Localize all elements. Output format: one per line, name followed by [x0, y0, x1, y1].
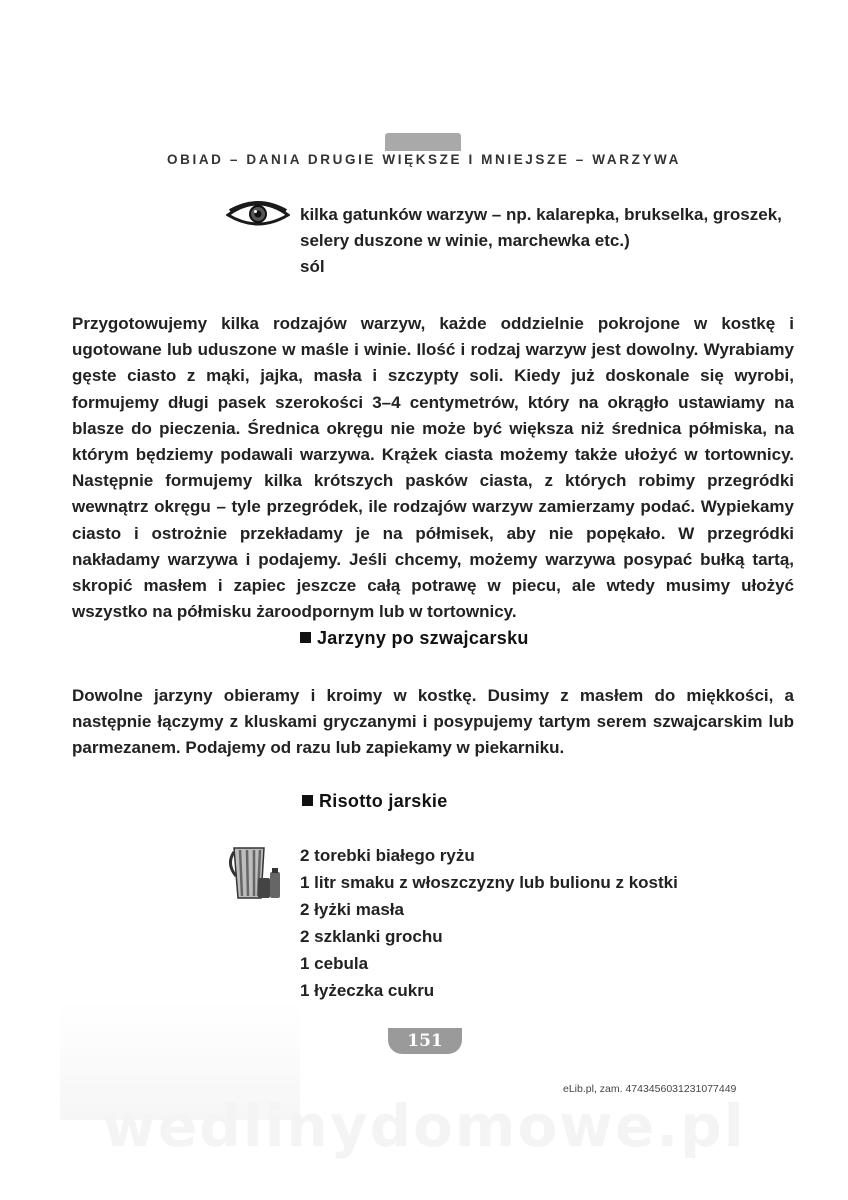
- measuring-jug-icon: [228, 842, 288, 902]
- list-item: 1 litr smaku z włoszczyzny lub bulionu z kostki: [300, 873, 678, 892]
- section-title-text: Jarzyny po szwajcarsku: [317, 628, 529, 648]
- section-title-risotto: [302, 791, 448, 812]
- section-title-jarzyny: [300, 628, 529, 649]
- list-item: 2 torebki białego ryżu: [300, 846, 475, 865]
- recipe-paragraph-2: Dowolne jarzyny obieramy i kroimy w kostkę. Dusimy z masłem do miękkości, a następnie łączymy z kluskami gryczanymi i posypujemy tartym serem szwajcarskim lub parmezanem. Podajemy od razu lub zapiekamy w piekarniku.: [72, 686, 794, 758]
- ingredient-list-risotto: [300, 842, 678, 1004]
- elib-order-id: eLib.pl, zam. 4743456031231077449: [563, 1083, 737, 1095]
- watermark: wedlinydomowe.pl: [102, 1092, 746, 1160]
- list-item: 1 łyżeczka cukru: [300, 981, 435, 1000]
- list-item: 2 łyżki masła: [300, 900, 404, 919]
- recipe-paragraph-1: Przygotowujemy kilka rodzajów warzyw, każde oddzielnie pokrojone w kostkę i ugotowane lub uduszone w maśle i winie. Ilość i rodzaj warzyw jest dowolny. Wyrabiamy gęste ciasto z mąki, jajka, masła i szczypty soli. Kiedy już doskonale się wyrobi, formujemy długi pasek szerokości 3–4 centymetrów, który na okrągło ustawiamy na blasze do pieczenia. Średnica okręgu nie może być większa niż średnica półmiska, na którym będziemy podawali warzywa. Krążek ciasta możemy także ułożyć w tortownicy. Następnie formujemy kilka krótszych pasków ciasta, z których robimy przegródki wewnątrz okręgu – tyle przegródek, ile rodzajów warzyw zamierzamy podać. Wypiekamy ciasto i ostrożnie przekładamy je na półmisek, aby nie popękało. W przegródki nakładamy warzywa i podajemy. Jeśli chcemy, możemy warzywa posypać bułką tartą, skropić masłem i zapiec jeszcze całą potrawę w piecu, ale wtedy musimy ułożyć wszystko na półmisku żaroodpornym lub w tortownicy.: [72, 314, 794, 622]
- page-number: 151: [388, 1028, 462, 1054]
- ingredient-list-top: [300, 202, 782, 280]
- list-item: selery duszone w winie, marchewka etc.): [300, 231, 630, 250]
- section-title-text: Risotto jarskie: [319, 791, 448, 811]
- list-item: sól: [300, 257, 325, 276]
- header-tab-decoration: [385, 133, 461, 151]
- list-item: kilka gatunków warzyw – np. kalarepka, brukselka, groszek,: [300, 205, 782, 224]
- list-item: 2 szklanki grochu: [300, 927, 443, 946]
- page-header: OBIAD – DANIA DRUGIE WIĘKSZE I MNIEJSZE – WARZYWA: [167, 152, 681, 167]
- square-bullet-icon: [300, 632, 311, 643]
- list-item: 1 cebula: [300, 954, 369, 973]
- square-bullet-icon: [302, 795, 313, 806]
- eye-icon: [226, 199, 290, 229]
